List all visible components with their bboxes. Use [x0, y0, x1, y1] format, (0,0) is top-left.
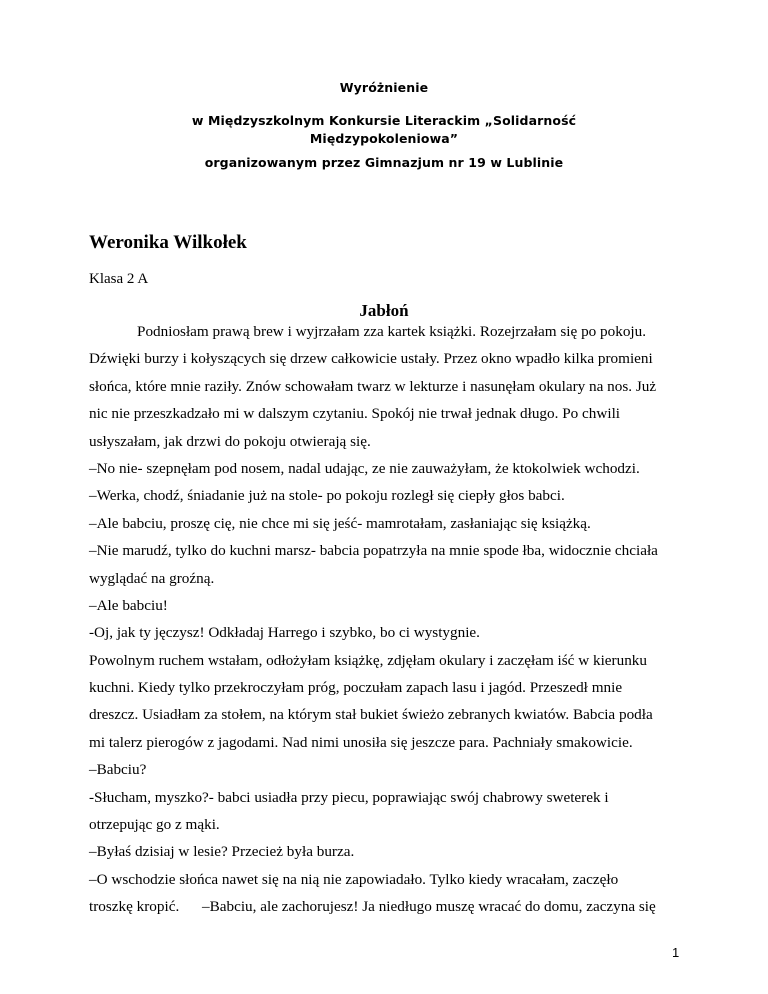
text-line: mi talerz pierogów z jagodami. Nad nimi unosiła się jeszcze para. Pachniały smakowicie. [89, 733, 633, 751]
text-line: –Byłaś dzisiaj w lesie? Przecież była burza. [89, 843, 355, 861]
text-line: troszkę kropić. –Babciu, ale zachorujesz! Ja niedługo muszę wracać do domu, zaczyna się [89, 898, 656, 916]
contest-name-line-1: w Międzyszkolnym Konkursie Literackim „Solidarność [191, 113, 577, 128]
text-line: -Słucham, myszko?- babci usiadła przy piecu, poprawiając swój chabrowy sweterek i [89, 788, 609, 806]
contest-name [80, 112, 688, 148]
award-heading: Wyróżnienie [339, 80, 429, 95]
text-line: –Nie marudź, tylko do kuchni marsz- babcia popatrzyła na mnie spode łba, widocznie chciała [89, 542, 658, 560]
story-title: Jabłoń [359, 301, 409, 320]
class-label: Klasa 2 A [89, 271, 149, 287]
text-line: nic nie przeszkadzało mi w dalszym czytaniu. Spokój nie trwał jednak długo. Po chwili [89, 405, 621, 423]
text-line: Powolnym ruchem wstałam, odłożyłam książkę, zdjęłam okulary i zaczęłam iść w kierunku [89, 651, 647, 669]
contest-name-line-2: Międzypokoleniowa” [309, 131, 459, 146]
text-line: otrzepując go z mąki. [89, 816, 220, 834]
text-line: słońca, które mnie raziły. Znów schowałam twarz w lekturze i nasunęłam okulary na nos. Już [89, 377, 657, 395]
organizer-line: organizowanym przez Gimnazjum nr 19 w Lublinie [204, 155, 564, 170]
text-line: –Ale babciu! [89, 596, 168, 614]
text-line: –No nie- szepnęłam pod nosem, nadal udając, ze nie zauważyłam, że ktokolwiek wchodzi. [89, 459, 640, 477]
text-line: kuchni. Kiedy tylko przekroczyłam próg, poczułam zapach lasu i jagód. Przeszedł mnie [89, 679, 623, 697]
text-line: Dźwięki burzy i kołyszących się drzew całkowicie ustały. Przez okno wpadło kilka promieni [89, 350, 653, 368]
author-name: Weronika Wilkołek [89, 232, 247, 253]
text-line: -Oj, jak ty jęczysz! Odkładaj Harrego i szybko, bo ci wystygnie. [89, 624, 480, 642]
page-number: 1 [672, 945, 680, 960]
text-line: –Ale babciu, proszę cię, nie chce mi się jeść- mamrotałam, zasłaniając się książką. [89, 514, 591, 532]
text-line: wyglądać na groźną. [89, 569, 215, 587]
text-line: Podniosłam prawą brew i wyjrzałam zza kartek książki. Rozejrzałam się po pokoju. [137, 323, 647, 340]
text-line: dreszcz. Usiadłam za stołem, na którym stał bukiet świeżo zebranych kwiatów. Babcia podła [89, 706, 653, 724]
text-line: –Werka, chodź, śniadanie już na stole- po pokoju rozległ się ciepły głos babci. [89, 487, 565, 505]
story-body [89, 318, 689, 921]
text-line: –O wschodzie słońca nawet się na nią nie zapowiadało. Tylko kiedy wracałam, zaczęło [89, 870, 619, 888]
text-line: usłyszałam, jak drzwi do pokoju otwierają się. [89, 432, 371, 450]
text-line: –Babciu? [89, 761, 147, 779]
